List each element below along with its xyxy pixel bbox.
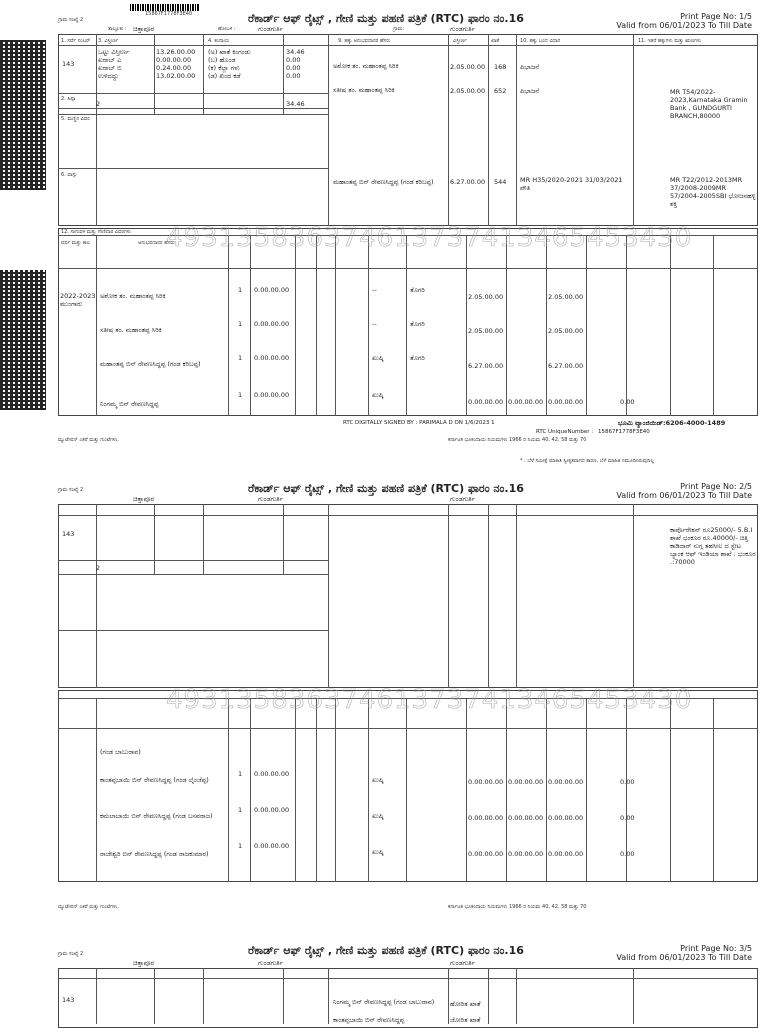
p2-row-2-e3: 0.00.00.00	[548, 778, 584, 786]
barcode-text: 15867F1778F3E40	[145, 11, 193, 17]
page-title: ರೆಕಾರ್ಡ್ ಆಫ್ ರೈಟ್ಸ್ , ಗೇಣಿ ಮತ್ತು ಪಹಣಿ ಪತ್ರಿಕೆ (RTC) ಫಾರಂ ನಂ.16	[248, 12, 524, 25]
page-title-2: ರೆಕಾರ್ಡ್ ಆಫ್ ರೈಟ್ಸ್ , ಗೇಣಿ ಮತ್ತು ಪಹಣಿ ಪತ್ರಿಕೆ (RTC) ಫಾರಂ ನಂ.16	[248, 482, 524, 495]
cult-row-1-type: --	[372, 286, 377, 294]
p2-row-3-e1: 0.00.00.00	[468, 814, 504, 822]
p2-row-2-name: ಕಾಂತಪ್ಪಬಾಯಿ ಬಿನ್ ರೇವಣಸಿದ್ಧಪ್ಪ (ಗಂಡ ಲೈಂಜೆಪ್ಪ)	[100, 776, 209, 784]
rtc-unique-number: 15867F1778F3E40	[598, 429, 650, 435]
footer-rules-2: ಕರ್ನಾಟಕ ಭೂಕಂದಾಯ ನಿಯಮಗಳು 1966 ರ ನಿಯಮ 40, 42, 58 ಮತ್ತು 70	[448, 904, 587, 910]
survey-number-2: 143	[62, 530, 75, 538]
cult-row-1-n: 1	[238, 286, 243, 294]
digital-signature: RTC DIGITALLY SIGNED BY : PARIMALA D ON 1/6/2023 1	[343, 420, 495, 426]
liabilities-page2: ಕಾರ್ಪೊರೇಶನ್ ರೂ25000/- 5.B.I ಶಾಖೆ ಭಂಕೂರ ರೂ.40000/- ಚಿತ್ತಿ ಕಾಡಿದಾರ್ ಸುಗ್ಗ ತಹಸೀಲ ದ ಸ್ಟೇಟ ಬ್ಯಾಂಕ ಆಫ್ ಇಂಡಿಯಾ ಶಾಖೆ : ಭಂಕೂರ .:70000	[670, 526, 756, 566]
p2-row-2-e4: 0.00	[620, 778, 635, 786]
cult-row-4-area: 0.00.00.00	[254, 391, 290, 399]
p3-owner-2: ಕಾಂತಪ್ಪಬಾಯಿ ಬಿನ್ ರೇವಣಸಿದ್ಧಪ್ಪ	[333, 1016, 405, 1024]
footer-left-2: ಮ್ಯುಟೇಷನ್ ಎಕರೆ ಮತ್ತು ಗುಂಟೆಗಳು,	[58, 904, 119, 910]
p2-row-2-type: ಖುಷ್ಕಿ	[372, 776, 384, 784]
p3-owner-1-mode: ಹೋರಿತ ಖಾತೆ	[450, 1000, 481, 1008]
owner-3-khata: 544	[494, 178, 507, 186]
print-page-no-2: Print Page No: 2/5 Valid from 06/01/2023 To Till Date	[616, 482, 752, 500]
p2-row-3-area: 0.00.00.00	[254, 806, 290, 814]
cult-row-2-e3: 2.05.00.00	[548, 327, 584, 335]
cult-row-3-n: 1	[238, 354, 243, 362]
village-value-3: ಗುಂಡಗುರ್ತಿ	[450, 959, 475, 967]
p2-row-3-e2: 0.00.00.00	[508, 814, 544, 822]
cult-row-3-name: ಮಹಾಂತಪ್ಪ ಬಿನ್ ರೇವಣಸಿದ್ಧಪ್ಪ (ಗಂಡ ಕರಿಬಪ್ಪ)	[100, 360, 201, 368]
owner-1-name: ಅಶೋಕ ತಂ. ಮಹಾಂತಪ್ಪ ಸಿರಿಕಿ	[333, 62, 399, 70]
p2-row-2-area: 0.00.00.00	[254, 770, 290, 778]
cult-row-3-e1: 6.27.00.00	[468, 362, 504, 370]
page-title-3: ರೆಕಾರ್ಡ್ ಆಫ್ ರೈಟ್ಸ್ , ಗೇಣಿ ಮತ್ತು ಪಹಣಿ ಪತ್ರಿಕೆ (RTC) ಫಾರಂ ನಂ.16	[248, 944, 524, 957]
cult-row-3-e3: 6.27.00.00	[548, 362, 584, 370]
watermark-2: 493135836374613737413465453430	[166, 685, 693, 715]
village-value-2: ಗುಂಡಗುರ್ತಿ	[450, 495, 475, 503]
hobli-label: ಹೋಬಳಿ :	[218, 26, 236, 32]
liabilities-2: MR T22/2012-2013MR 37/2008-2009MR 57/2004-2005SBI ಭೋಜನಹಳ್ಳಿ ಶಕ್ತಿ	[670, 176, 756, 208]
cult-row-3-area: 0.00.00.00	[254, 354, 290, 362]
owner-3-extent: 6.27.00.00	[450, 178, 486, 186]
hobli-value-2: ಗುಂಡಗುರ್ತಿ	[258, 495, 283, 503]
rtc-unique-label: RTC UniqueNumber :	[536, 429, 594, 435]
owner-2-extent: 2.05.00.00	[450, 87, 486, 95]
village-label: ಗ್ರಾಮ:	[393, 26, 405, 32]
cult-row-4-e4: 0.00	[620, 398, 635, 406]
owner-2-khata: 652	[494, 87, 507, 95]
p2-row-2-e2: 0.00.00.00	[508, 778, 544, 786]
liabilities-1: MR T54/2022-2023,Karnataka Gramin Bank , GUNDGURTI BRANCH,80000	[670, 88, 748, 120]
cult-row-1-area: 0.00.00.00	[254, 286, 290, 294]
assessment-total: 34.46	[286, 100, 305, 108]
footer-left: ಮ್ಯುಟೇಷನ್ ಎಕರೆ ಮತ್ತು ಗುಂಟೆಗಳು,	[58, 437, 119, 443]
extent-values: 13.26.00.00 0.00.00.00 0.24.00.00 13.02.00.00	[156, 48, 196, 80]
cult-row-2-name: ಸತೀಷ ತಂ. ಮಹಾಂತಪ್ಪ ಸಿರಿಕಿ	[100, 326, 162, 334]
bhoomi-code: ಭೂಮಿ ಟ್ಯಾಂಜಿಯಿಡ್:6206-4000-1489	[618, 419, 726, 427]
p2-row-4-e3: 0.00.00.00	[548, 850, 584, 858]
crop-year: 2022-2023 ಮುಂಗಾರು	[60, 292, 96, 308]
cult-row-4-name: ನಿಂಗಮ್ಮ ಬಿನ್ ರೇವಣಸಿದ್ಧಪ್ಪ	[100, 400, 159, 408]
taluk-value: ಚಿತ್ತಾಪೂರ	[133, 25, 155, 33]
cult-row-3-type: ಖುಷ್ಕಿ	[372, 354, 384, 362]
cultivation-table	[58, 228, 758, 416]
p2-row-4-type: ಖುಷ್ಕಿ	[372, 848, 384, 856]
owner-2-mode: ಪಿಭಾಜನೆ	[520, 87, 540, 95]
watermark: 493135836374613737413465453430	[166, 223, 693, 253]
owner-1-khata: 168	[494, 63, 507, 71]
cult-row-2-crop: ತೊಗರಿ	[410, 320, 425, 328]
p2-row-4-e2: 0.00.00.00	[508, 850, 544, 858]
owner-table-2	[58, 504, 758, 688]
owner-3-name: ಮಹಾಂತಪ್ಪ ಬಿನ್ ರೇವಣಸಿದ್ಧಪ್ಪ (ಗಂಡ ಕರಿಬಪ್ಪ)	[333, 178, 434, 186]
cult-row-1-e1: 2.05.00.00	[468, 293, 504, 301]
cult-row-1-e3: 2.05.00.00	[548, 293, 584, 301]
print-page-no: Print Page No: 1/5 Valid from 06/01/2023 To Till Date	[616, 12, 752, 30]
cult-row-4-n: 1	[238, 391, 243, 399]
rtc-page-3	[58, 938, 758, 1024]
qr-code-bottom	[0, 270, 46, 410]
p3-owner-1: ನಿಂಗಮ್ಮ ಬಿನ್ ರೇವಣಸಿದ್ಧಪ್ಪ (ಗಂಡ ಬಾಬುರಾವ)	[333, 998, 435, 1006]
hissa-number-2: 2	[96, 564, 101, 572]
survey-number: 143	[62, 60, 75, 68]
p2-row-4-e1: 0.00.00.00	[468, 850, 504, 858]
cult-row-2-e1: 2.05.00.00	[468, 327, 504, 335]
p2-row-4-e4: 0.00	[620, 850, 635, 858]
p2-row-1-name: (ಗಂಡ ಬಾಬುರಾವ)	[100, 748, 141, 756]
p2-row-3-e3: 0.00.00.00	[548, 814, 584, 822]
district-label: ಗ್ರಾಮ ಸಂಖ್ಯೆ 2	[58, 17, 84, 23]
p2-row-3-name: ಕಮಲಾಬಾಯಿ ಬಿನ್ ರೇವಣಸಿದ್ಧಪ್ಪ (ಗಂಡ ಬಸವರಾಜ)	[100, 812, 213, 820]
cult-row-1-name: ಅಶೋಕ ತಂ. ಮಹಾಂತಪ್ಪ ಸಿರಿಕಿ	[100, 292, 166, 300]
p2-row-4-name: ರಾಜೇಶ್ವರಿ ಬಿನ್ ರೇವಣಸಿದ್ಧಪ್ಪ (ಗಂಡ ರಾಜಕುಮಾರ)	[100, 850, 209, 858]
owner-1-mode: ಪಿಭಾಜನೆ	[520, 63, 540, 71]
survey-number-3: 143	[62, 996, 75, 1004]
cult-row-2-area: 0.00.00.00	[254, 320, 290, 328]
district-label-2: ಗ್ರಾಮ ಸಂಖ್ಯೆ 2	[58, 487, 84, 493]
extent-labels: ಒಟ್ಟು ವಿಸ್ತೀರ್ಣ ಖರಾಬ್ ಎ ಖರಾಬ್ ಬಿ ಉಳಿದದ್ದು	[98, 48, 130, 80]
cult-row-3-crop: ತೊಗರಿ	[410, 354, 425, 362]
p2-row-3-type: ಖುಷ್ಕಿ	[372, 812, 384, 820]
revenue-labels: (ಅ) ಖಾತೆ ಕಿಂಗಂಡು (ಬ) ಹೊಂಡ (ಕ) ಕೆಲ್ಲಾ ಗಳು (ಡ) ಖಿಂದ ಕಡೆ	[208, 48, 251, 80]
rtc-page-1: ಗ್ರಾಮ ಸಂಖ್ಯೆ 2 ತಾಲ್ಲೂಕು : ಚಿತ್ತಾಪೂರ ಹೋಬಳಿ : ಗುಂಡಗುರ್ತಿ ಗ್ರಾಮ: ಗುಂಡಗುರ್ತಿ ರೆಕಾರ್ಡ್ ಆಫ್ ರೈಟ್ಸ್ , ಗೇಣಿ ಮತ್ತು ಪಹಣಿ ಪತ್ರಿಕೆ (RTC) ಫಾರಂ ನಂ.16 Print Page No: 1/5 Valid from 06/01/2023 To Till Date 1. ಸರ್ವೆ ನಂಬರ್ 143 3. ವಿಸ್ತೀರ್ಣ 4. ಕಂದಾಯ 9. ಹಕ್ಕು ಅನುಭವದಾರರ ಹೆಸರು ವಿಸ್ತೀರ್ಣ ಖಾತೆ 10. ಹಕ್ಕು ಬಂದ ವಿಧಾನ 11. ಇತರೆ ಹಕ್ಕುಗಳು ಮತ್ತು ಋಣಗಳು ಒಟ್ಟು ವಿಸ್ತೀರ್ಣ ಖರಾಬ್ ಎ ಖರಾಬ್ ಬಿ ಉಳಿದದ್ದು 13.26.00.00 0.00.00.00 0.24.00.00 13.02.00.00 (ಅ) ಖಾತೆ ಕಿಂಗಂಡು (ಬ) ಹೊಂಡ (ಕ) ಕೆಲ್ಲಾ ಗಳು (ಡ) ಖಿಂದ ಕಡೆ 34.46 0.00 0.00 0.00 2. ಹಿಸ್ಸಾ 2 34.46 5. ಮಣ್ಣಿನ ವಿವರ 6. ಪಾಸ್ಸು ಅಶೋಕ ತಂ. ಮಹಾಂತಪ್ಪ ಸಿರಿಕಿ 2.05.00.00 168 ಪಿಭಾಜನೆ ಸತೀಷ ತಂ. ಮಹಾಂತಪ್ಪ ಸಿರಿಕಿ 2.05.00.00 652 ಪಿಭಾಜನೆ ಮಹಾಂತಪ್ಪ ಬಿನ್ ರೇವಣಸಿದ್ಧಪ್ಪ (ಗಂಡ ಕರಿಬಪ್ಪ) 6.27.00.00 544 MR H35/2020-2021 31/03/2021 ಪೌತಿ MR T54/2022-2023,Karnataka Gramin Bank , GUNDGURTI BRANCH,80000 MR T22/2012-2013MR 37/2008-2009MR 57/2004-2005SBI ಭೋಜನಹಳ್ಳಿ ಶಕ್ತಿ 12. ಸಾಗುವಳಿ ಮತ್ತು ಗೇಣಿದಾರ ವಿವರಗಳು ವರ್ಷ ಮತ್ತು ಕಾಲ ಅನುಭವದಾರರ ಹೆಸರು 493135836374613737413465453430 2022-2023 ಮುಂಗಾರು ಅಶೋಕ ತಂ. ಮಹಾಂತಪ್ಪ ಸಿರಿಕಿ 1 0.00.00.00 -- ತೊಗರಿ 2.05.00.00 2.05.00.00 ಸತೀಷ ತಂ. ಮಹಾಂತಪ್ಪ ಸಿರಿಕಿ 1 0.00.00.00 -- ತೊಗರಿ 2.05.00.00 2.05.00.00 ಮಹಾಂತಪ್ಪ ಬಿನ್ ರೇವಣಸಿದ್ಧಪ್ಪ (ಗಂಡ ಕರಿಬಪ್ಪ) 1 0.00.00.00 ಖುಷ್ಕಿ ತೊಗರಿ 6.27.00.00 6.27.00.00 ನಿಂಗಮ್ಮ ಬಿನ್ ರೇವಣಸಿದ್ಧಪ್ಪ 1 0.00.00.00 ಖುಷ್ಕಿ 0.00.00.00 0.00.00.00 0.00.00.00 0.00 RTC DIGITALLY SIGNED BY : PARIMALA D ON 1/6/2023 1 ಭೂಮಿ ಟ್ಯಾಂಜಿಯಿಡ್:6206-4000-1489 RTC UniqueNumber : 15867F1778F3E40 ಮ್ಯುಟೇಷನ್ ಎಕರೆ ಮತ್ತು ಗುಂಟೆಗಳು, ಕರ್ನಾಟಕ ಭೂಕಂದಾಯ ನಿಯಮಗಳು 1966 ರ ನಿಯಮ 40, 42, 58 ಮತ್ತು 70 * : ಬೆಳೆ ಸಮೀಕ್ಷೆ ಮಾಹಿತಿ ಸ್ವೀಕೃತವಾಗದ ಕಾರಣ, ಬೆಳೆ ಮಾಹಿತಿ ನಮೂದಿಸಿರುವುದಿಲ್ಲ	[58, 0, 758, 450]
p2-row-3-n: 1	[238, 806, 243, 814]
footer-rules: ಕರ್ನಾಟಕ ಭೂಕಂದಾಯ ನಿಯಮಗಳು 1966 ರ ನಿಯಮ 40, 42, 58 ಮತ್ತು 70	[448, 437, 587, 443]
cult-row-2-n: 1	[238, 320, 243, 328]
owner-2-name: ಸತೀಷ ತಂ. ಮಹಾಂತಪ್ಪ ಸಿರಿಕಿ	[333, 86, 395, 94]
p2-row-4-area: 0.00.00.00	[254, 842, 290, 850]
taluk-value-3: ಚಿತ್ತಾಪೂರ	[133, 959, 155, 967]
cult-row-4-e1: 0.00.00.00	[468, 398, 504, 406]
cult-row-4-e3: 0.00.00.00	[548, 398, 584, 406]
hobli-value: ಗುಂಡಗುರ್ತಿ	[258, 25, 283, 33]
taluk-value-2: ಚಿತ್ತಾಪೂರ	[133, 495, 155, 503]
p3-owner-2-mode: ಜೋರಿತ ಖಾತೆ	[450, 1016, 481, 1024]
cult-row-4-e2: 0.00.00.00	[508, 398, 544, 406]
p2-row-3-e4: 0.00	[620, 814, 635, 822]
p2-row-2-n: 1	[238, 770, 243, 778]
village-value: ಗುಂಡಗುರ್ತಿ	[450, 25, 475, 33]
hissa-number: 2	[96, 100, 101, 108]
owner-3-mode: MR H35/2020-2021 31/03/2021 ಪೌತಿ	[520, 176, 623, 192]
crop-note: * : ಬೆಳೆ ಸಮೀಕ್ಷೆ ಮಾಹಿತಿ ಸ್ವೀಕೃತವಾಗದ ಕಾರಣ, ಬೆಳೆ ಮಾಹಿತಿ ನಮೂದಿಸಿರುವುದಿಲ್ಲ	[520, 458, 655, 464]
cult-row-2-type: --	[372, 320, 377, 328]
rtc-page-2	[58, 470, 758, 920]
assessment-values: 34.46 0.00 0.00 0.00	[286, 48, 305, 80]
qr-code-top	[0, 40, 46, 190]
district-label-3: ಗ್ರಾಮ ಸಂಖ್ಯೆ 2	[58, 951, 84, 957]
p2-row-2-e1: 0.00.00.00	[468, 778, 504, 786]
cult-row-1-crop: ತೊಗರಿ	[410, 286, 425, 294]
taluk-label: ತಾಲ್ಲೂಕು :	[108, 26, 127, 32]
hobli-value-3: ಗುಂಡಗುರ್ತಿ	[258, 959, 283, 967]
p2-row-4-n: 1	[238, 842, 243, 850]
owner-1-extent: 2.05.00.00	[450, 63, 486, 71]
cult-row-4-type: ಖುಷ್ಕಿ	[372, 391, 384, 399]
print-page-no-3: Print Page No: 3/5 Valid from 06/01/2023 To Till Date	[616, 944, 752, 962]
